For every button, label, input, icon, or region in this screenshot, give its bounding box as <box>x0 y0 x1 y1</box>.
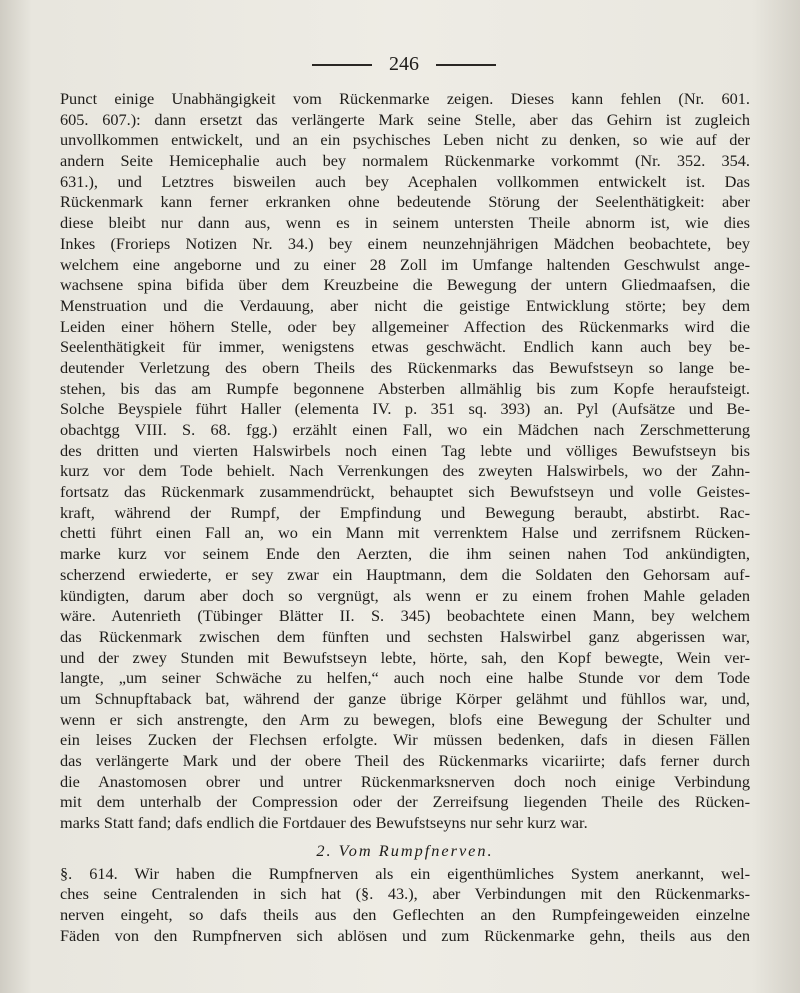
text-line: 605. 607.): dann ersetzt das verlängerte Mark seine Stelle, aber das Gehirn ist zugleich <box>60 109 750 129</box>
text-line: nerven eingeht, so dafs theils aus den Geflechten an den Rumpfeingeweiden einzelne <box>60 905 750 925</box>
text-line: chetti führt einen Fall an, wo ein Mann mit verrenktem Halse und zerrifsnem Rücken- <box>60 523 750 543</box>
text-line: des dritten und vierten Halswirbels noch einen Tag lebte und völliges Bewufstseyn bis <box>60 440 750 460</box>
text-line: um Schnupftaback bat, während der ganze übrige Körper gelähmt und fühllos war, und, <box>60 688 750 708</box>
text-line: marke kurz vor seinem Ende den Aerzten, die ihm seinen nahen Tod ankündigten, <box>60 544 750 564</box>
text-line: und der zwey Stunden mit Bewufstseyn lebte, hörte, sah, den Kopf bewegte, Wein ver- <box>60 647 750 667</box>
text-line: fortsatz das Rückenmark zusammendrückt, behauptet sich Bewufstseyn und volle Geistes- <box>60 482 750 502</box>
page-header <box>0 50 800 78</box>
text-line: die Anastomosen obrer und untrer Rückenmarksnerven doch noch einige Verbindung <box>60 771 750 791</box>
text-line: das Rückenmark zwischen dem fünften und sechsten Halswirbel ganz abgerissen war, <box>60 626 750 646</box>
section-subheading: 2. Vom Rumpfnerven. <box>316 840 494 860</box>
text-line: deutender Verletzung des obern Theils des Rückenmarks das Bewufstseyn so lange be- <box>60 357 750 377</box>
text-line: mit dem unterhalb der Compression oder der Zerreifsung liegenden Theile des Rücken- <box>60 792 750 812</box>
text-line: Inkes (Frorieps Notizen Nr. 34.) bey einem neunzehnjährigen Mädchen beobachtete, bey <box>60 233 750 253</box>
text-line: kurz vor dem Tode behielt. Nach Verrenkungen des zweyten Halswirbels, wo der Zahn- <box>60 461 750 481</box>
body-text <box>60 89 750 947</box>
text-line: wenn er sich anstrengte, den Arm zu bewegen, blofs eine Bewegung der Schulter und <box>60 709 750 729</box>
text-line: Rückenmark kann ferner erkranken ohne bedeutende Störung der Seelenthätigkeit: aber <box>60 192 750 212</box>
text-line: welchem eine angeborne und zu einer 28 Zoll im Umfange haltenden Geschwulst ange- <box>60 254 750 274</box>
text-line: langte, „um seiner Schwäche zu helfen,“ auch noch eine halbe Stunde vor dem Tode <box>60 668 750 688</box>
text-line: diese bleibt nur dann aus, wenn es in seinem untersten Theile abnorm ist, wie dies <box>60 213 750 233</box>
header-rule-right <box>436 64 496 66</box>
paragraph-section-614 <box>60 864 750 947</box>
header-rule-left <box>312 64 372 66</box>
text-line: 631.), und Letztres bisweilen auch bey Acephalen vollkommen entwickelt ist. Das <box>60 171 750 191</box>
text-line: wachsene spina bifida über dem Kreuzbeine die Bewegung der untern Gliedmaafsen, die <box>60 275 750 295</box>
text-line: obachtgg VIII. S. 68. fgg.) erzählt einen Fall, wo ein Mädchen nach Zerschmetterung <box>60 420 750 439</box>
text-line: Fäden von den Rumpfnerven sich ablösen und zum Rückenmarke gehn, theils aus den <box>60 925 750 945</box>
text-line: §. 614. Wir haben die Rumpfnerven als ein eigenthümliches System anerkannt, wel- <box>60 863 750 883</box>
text-line: Seelenthätigkeit für immer, wenigstens etwas geschwächt. Endlich kann auch bey be- <box>60 337 750 357</box>
text-line: kraft, während der Rumpf, der Empfindung und Bewegung beraubt, abstirbt. Rac- <box>60 502 750 522</box>
text-line: unvollkommen entwickelt, und an ein psychisches Leben nicht zu denken, so wie auf der <box>60 130 750 150</box>
text-line: stehen, bis das am Rumpfe begonnene Absterben allmählig bis zum Kopfe heraufsteigt. <box>60 378 750 398</box>
page-number: 246 <box>389 53 419 75</box>
text-line: ein leises Zucken der Flechsen erfolgte. Wir müssen bedenken, dafs in diesen Fällen <box>60 730 750 750</box>
paragraph-spinal-cord <box>60 89 750 834</box>
text-line: marks Statt fand; dafs endlich die Fortdauer des Bewufstseyns nur sehr kurz war. <box>60 813 588 833</box>
text-line: ches seine Centralenden in sich hat (§. 43.), aber Verbindungen mit den Rückenmarks- <box>60 884 750 904</box>
text-line: Solche Beyspiele führt Haller (elementa IV. p. 351 sq. 393) an. Pyl (Aufsätze und Be- <box>60 399 750 419</box>
text-line: scherzend erwiederte, er sey zwar ein Hauptmann, dem die Soldaten den Gehorsam auf- <box>60 564 750 584</box>
text-line: kündigten, darum aber doch so vergnügt, als wenn er zu einem frohen Mahle geladen <box>60 585 750 605</box>
text-line: Menstruation und die Verdauung, aber nicht die geistige Entwicklung störte; bey dem <box>60 295 750 315</box>
text-line: das verlängerte Mark und der obere Theil des Rückenmarks vicariirte; dafs ferner durch <box>60 751 750 770</box>
text-line: andern Seite Hemicephalie auch bey normalem Rückenmarke vorkommt (Nr. 352. 354. <box>60 151 750 171</box>
text-line: Leiden einer höhern Stelle, oder bey allgemeiner Affection des Rückenmarks wird die <box>60 316 750 336</box>
text-line: Punct einige Unabhängigkeit vom Rückenmarke zeigen. Dieses kann fehlen (Nr. 601. <box>60 89 750 108</box>
text-line: wäre. Autenrieth (Tübinger Blätter II. S. 345) beobachtete einen Mann, bey welchem <box>60 606 750 626</box>
